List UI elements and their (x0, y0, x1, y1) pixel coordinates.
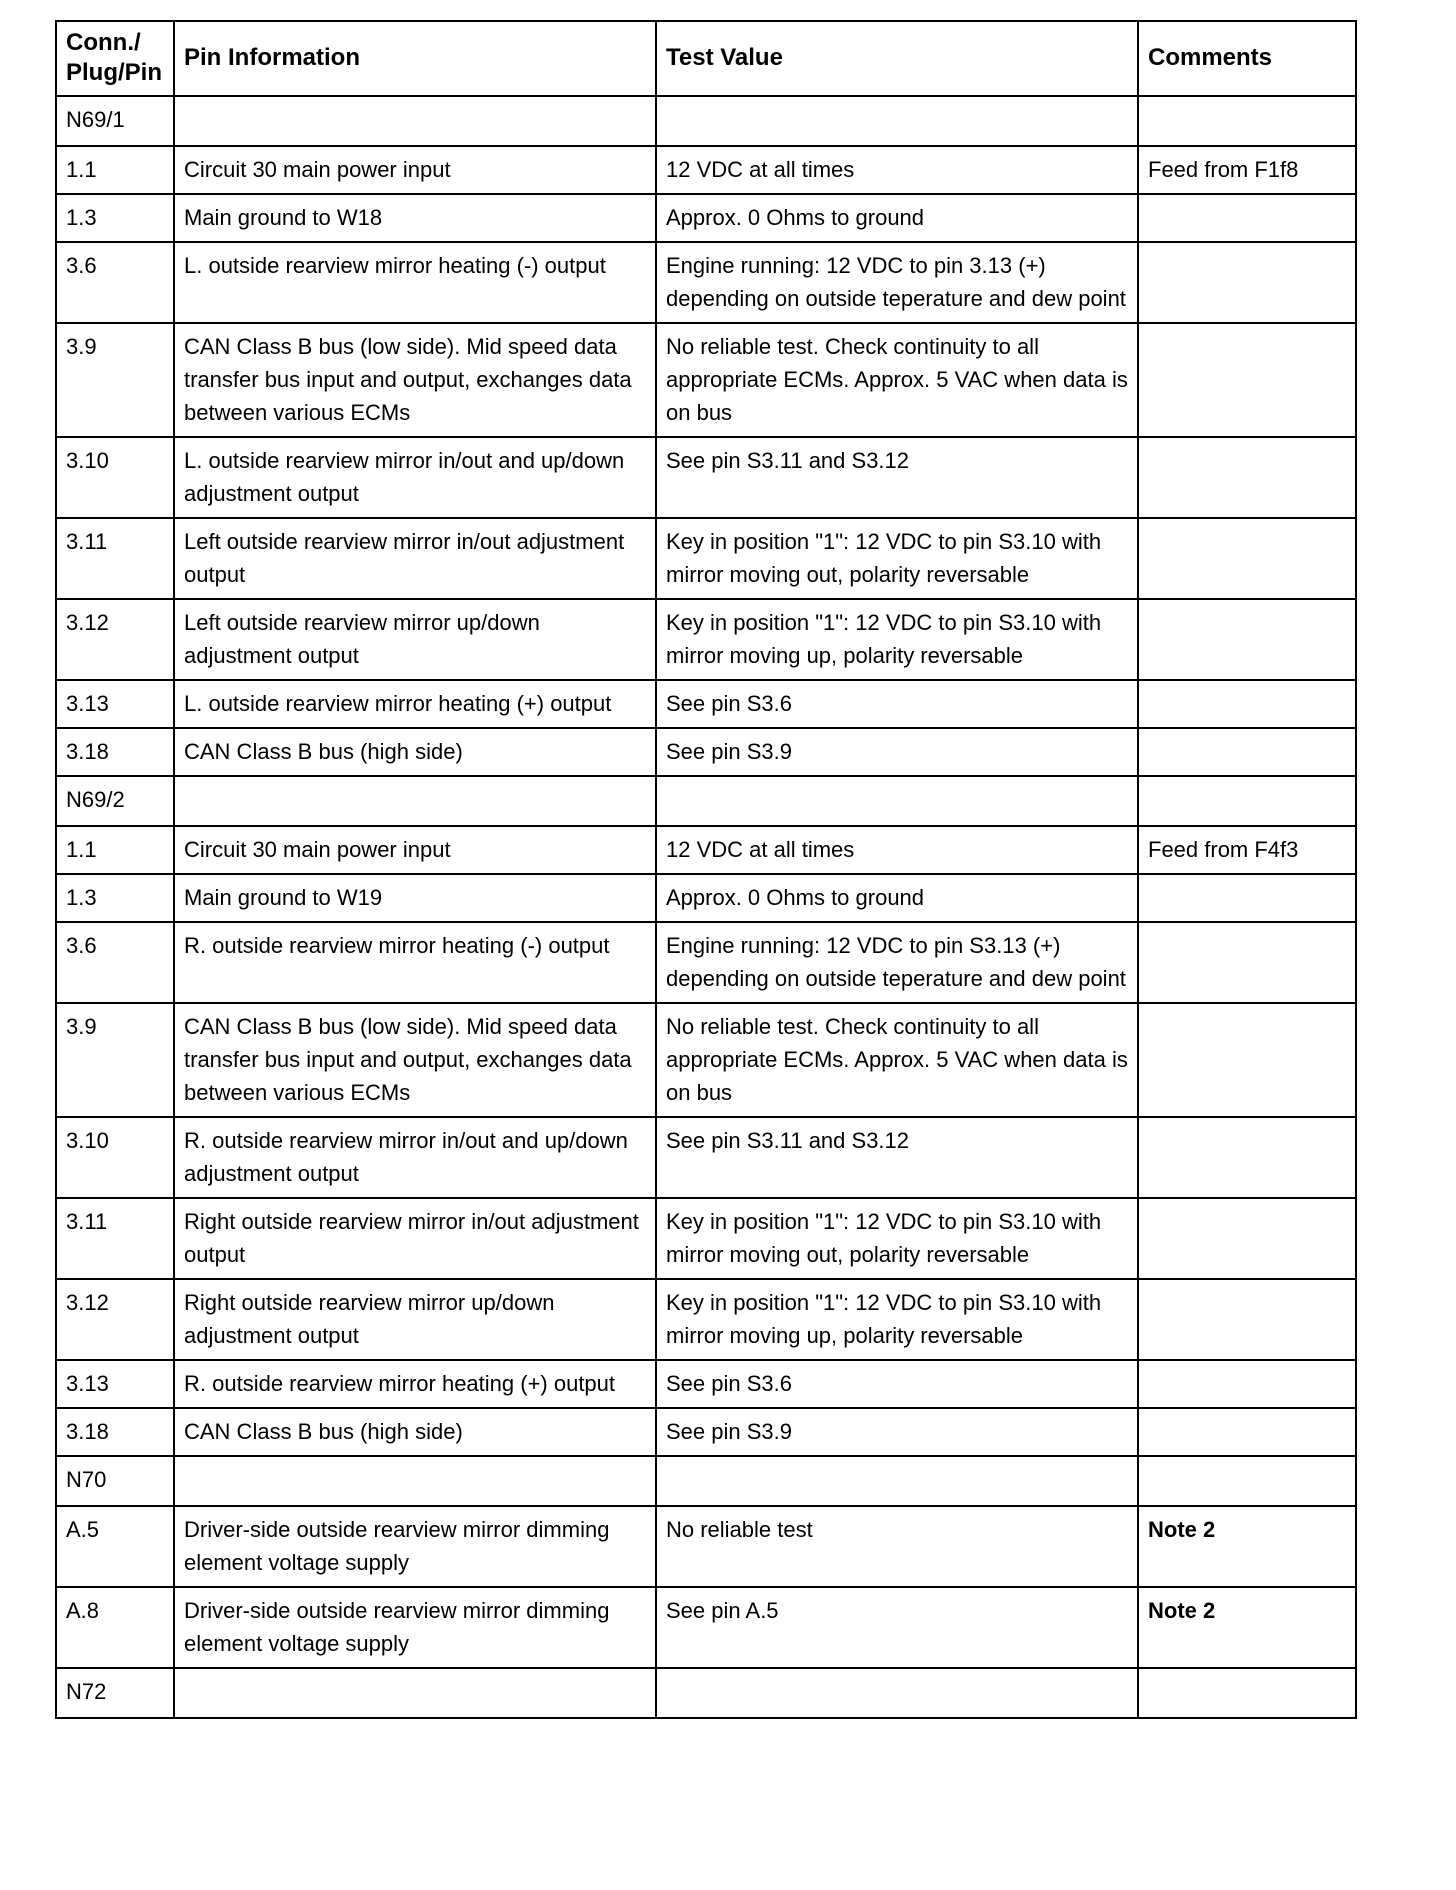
comment-cell (1138, 922, 1356, 1003)
table-row (56, 1117, 1356, 1198)
pin-info-cell: CAN Class B bus (low side). Mid speed data transfer bus input and output, exchanges data between various ECMs (174, 1003, 656, 1117)
test-value-cell: See pin S3.6 (656, 1360, 1138, 1408)
pin-cell: 1.1 (56, 826, 174, 874)
test-value-cell: See pin A.5 (656, 1587, 1138, 1668)
pin-info-cell: Right outside rearview mirror up/down adjustment output (174, 1279, 656, 1360)
table-row (56, 599, 1356, 680)
table-row (56, 1587, 1356, 1668)
comment-cell (1138, 1456, 1356, 1506)
pin-info-cell: Main ground to W18 (174, 194, 656, 242)
header-comments: Comments (1138, 21, 1356, 96)
pin-info-cell: L. outside rearview mirror in/out and up/down adjustment output (174, 437, 656, 518)
pin-info-cell: CAN Class B bus (low side). Mid speed data transfer bus input and output, exchanges data between various ECMs (174, 323, 656, 437)
pin-cell: 3.12 (56, 1279, 174, 1360)
test-value-cell: No reliable test. Check continuity to all appropriate ECMs. Approx. 5 VAC when data is on bus (656, 1003, 1138, 1117)
pin-cell: 3.18 (56, 1408, 174, 1456)
pin-cell: 3.18 (56, 728, 174, 776)
test-value-cell: No reliable test (656, 1506, 1138, 1587)
table-row (56, 194, 1356, 242)
comment-cell (1138, 1198, 1356, 1279)
comment-cell: Note 2 (1138, 1506, 1356, 1587)
test-value-cell: Approx. 0 Ohms to ground (656, 194, 1138, 242)
pin-info-cell: Driver-side outside rearview mirror dimming element voltage supply (174, 1506, 656, 1587)
comment-cell (1138, 874, 1356, 922)
comment-cell: Feed from F4f3 (1138, 826, 1356, 874)
comment-cell (1138, 518, 1356, 599)
header-row (56, 21, 1356, 96)
test-value-cell: Key in position "1": 12 VDC to pin S3.10 with mirror moving up, polarity reversable (656, 599, 1138, 680)
table-row (56, 242, 1356, 323)
pin-info-cell: L. outside rearview mirror heating (-) output (174, 242, 656, 323)
table-row (56, 1408, 1356, 1456)
comment-cell (1138, 194, 1356, 242)
pin-table (55, 20, 1357, 1719)
connector-row (56, 1668, 1356, 1718)
test-value-cell: Key in position "1": 12 VDC to pin S3.10 with mirror moving up, polarity reversable (656, 1279, 1138, 1360)
comment-cell (1138, 1360, 1356, 1408)
pin-info-cell: Driver-side outside rearview mirror dimming element voltage supply (174, 1587, 656, 1668)
table-row (56, 1279, 1356, 1360)
pin-info-cell (174, 776, 656, 826)
header-conn-plug-pin: Conn./ Plug/Pin (56, 21, 174, 96)
table-row (56, 922, 1356, 1003)
table-body (56, 96, 1356, 1718)
pin-info-cell: R. outside rearview mirror heating (-) output (174, 922, 656, 1003)
pin-info-cell: R. outside rearview mirror in/out and up/down adjustment output (174, 1117, 656, 1198)
pin-info-cell (174, 96, 656, 146)
table-row (56, 874, 1356, 922)
test-value-cell: See pin S3.6 (656, 680, 1138, 728)
test-value-cell: See pin S3.9 (656, 728, 1138, 776)
pin-cell: A.8 (56, 1587, 174, 1668)
test-value-cell: Approx. 0 Ohms to ground (656, 874, 1138, 922)
pin-cell: 3.11 (56, 518, 174, 599)
pin-cell: A.5 (56, 1506, 174, 1587)
connector-row (56, 776, 1356, 826)
comment-cell: Note 2 (1138, 1587, 1356, 1668)
table-row (56, 1360, 1356, 1408)
pin-cell: N69/2 (56, 776, 174, 826)
test-value-cell (656, 776, 1138, 826)
test-value-cell (656, 1456, 1138, 1506)
comment-cell (1138, 1668, 1356, 1718)
test-value-cell: No reliable test. Check continuity to all appropriate ECMs. Approx. 5 VAC when data is on bus (656, 323, 1138, 437)
table-row (56, 518, 1356, 599)
pin-info-cell: CAN Class B bus (high side) (174, 728, 656, 776)
test-value-cell: Engine running: 12 VDC to pin 3.13 (+) depending on outside teperature and dew point (656, 242, 1138, 323)
pin-cell: N69/1 (56, 96, 174, 146)
comment-cell (1138, 599, 1356, 680)
pin-info-cell: Left outside rearview mirror in/out adjustment output (174, 518, 656, 599)
header-pin-information: Pin Information (174, 21, 656, 96)
comment-cell: Feed from F1f8 (1138, 146, 1356, 194)
test-value-cell: Engine running: 12 VDC to pin S3.13 (+) depending on outside teperature and dew point (656, 922, 1138, 1003)
comment-cell (1138, 437, 1356, 518)
comment-cell (1138, 728, 1356, 776)
test-value-cell: Key in position "1": 12 VDC to pin S3.10 with mirror moving out, polarity reversable (656, 518, 1138, 599)
pin-info-cell: Left outside rearview mirror up/down adjustment output (174, 599, 656, 680)
pin-info-cell: Circuit 30 main power input (174, 826, 656, 874)
pin-cell: 3.9 (56, 323, 174, 437)
test-value-cell: See pin S3.11 and S3.12 (656, 437, 1138, 518)
test-value-cell: Key in position "1": 12 VDC to pin S3.10 with mirror moving out, polarity reversable (656, 1198, 1138, 1279)
pin-cell: N72 (56, 1668, 174, 1718)
test-value-cell (656, 96, 1138, 146)
table-row (56, 437, 1356, 518)
pin-cell: 3.6 (56, 922, 174, 1003)
test-value-cell: 12 VDC at all times (656, 146, 1138, 194)
pin-cell: N70 (56, 1456, 174, 1506)
comment-cell (1138, 323, 1356, 437)
pin-cell: 3.6 (56, 242, 174, 323)
comment-cell (1138, 1408, 1356, 1456)
table-row (56, 826, 1356, 874)
comment-cell (1138, 96, 1356, 146)
connector-row (56, 96, 1356, 146)
table-row (56, 728, 1356, 776)
table-row (56, 680, 1356, 728)
pin-cell: 3.13 (56, 680, 174, 728)
connector-row (56, 1456, 1356, 1506)
comment-cell (1138, 242, 1356, 323)
test-value-cell: See pin S3.11 and S3.12 (656, 1117, 1138, 1198)
table-row (56, 1506, 1356, 1587)
pin-cell: 1.3 (56, 194, 174, 242)
pin-info-cell (174, 1668, 656, 1718)
table-row (56, 146, 1356, 194)
table-row (56, 1198, 1356, 1279)
pin-cell: 1.3 (56, 874, 174, 922)
pin-info-cell: Right outside rearview mirror in/out adjustment output (174, 1198, 656, 1279)
table-row (56, 323, 1356, 437)
comment-cell (1138, 680, 1356, 728)
comment-cell (1138, 1279, 1356, 1360)
comment-cell (1138, 1003, 1356, 1117)
pin-cell: 3.10 (56, 437, 174, 518)
test-value-cell (656, 1668, 1138, 1718)
pin-cell: 3.13 (56, 1360, 174, 1408)
pin-cell: 3.11 (56, 1198, 174, 1279)
test-value-cell: See pin S3.9 (656, 1408, 1138, 1456)
pin-info-cell: CAN Class B bus (high side) (174, 1408, 656, 1456)
header-test-value: Test Value (656, 21, 1138, 96)
comment-cell (1138, 776, 1356, 826)
pin-info-cell: L. outside rearview mirror heating (+) output (174, 680, 656, 728)
pin-cell: 3.12 (56, 599, 174, 680)
pin-info-cell: Main ground to W19 (174, 874, 656, 922)
pin-info-cell (174, 1456, 656, 1506)
pin-cell: 3.9 (56, 1003, 174, 1117)
table-row (56, 1003, 1356, 1117)
pin-cell: 1.1 (56, 146, 174, 194)
pin-info-cell: Circuit 30 main power input (174, 146, 656, 194)
test-value-cell: 12 VDC at all times (656, 826, 1138, 874)
comment-cell (1138, 1117, 1356, 1198)
pin-cell: 3.10 (56, 1117, 174, 1198)
pin-info-cell: R. outside rearview mirror heating (+) output (174, 1360, 656, 1408)
